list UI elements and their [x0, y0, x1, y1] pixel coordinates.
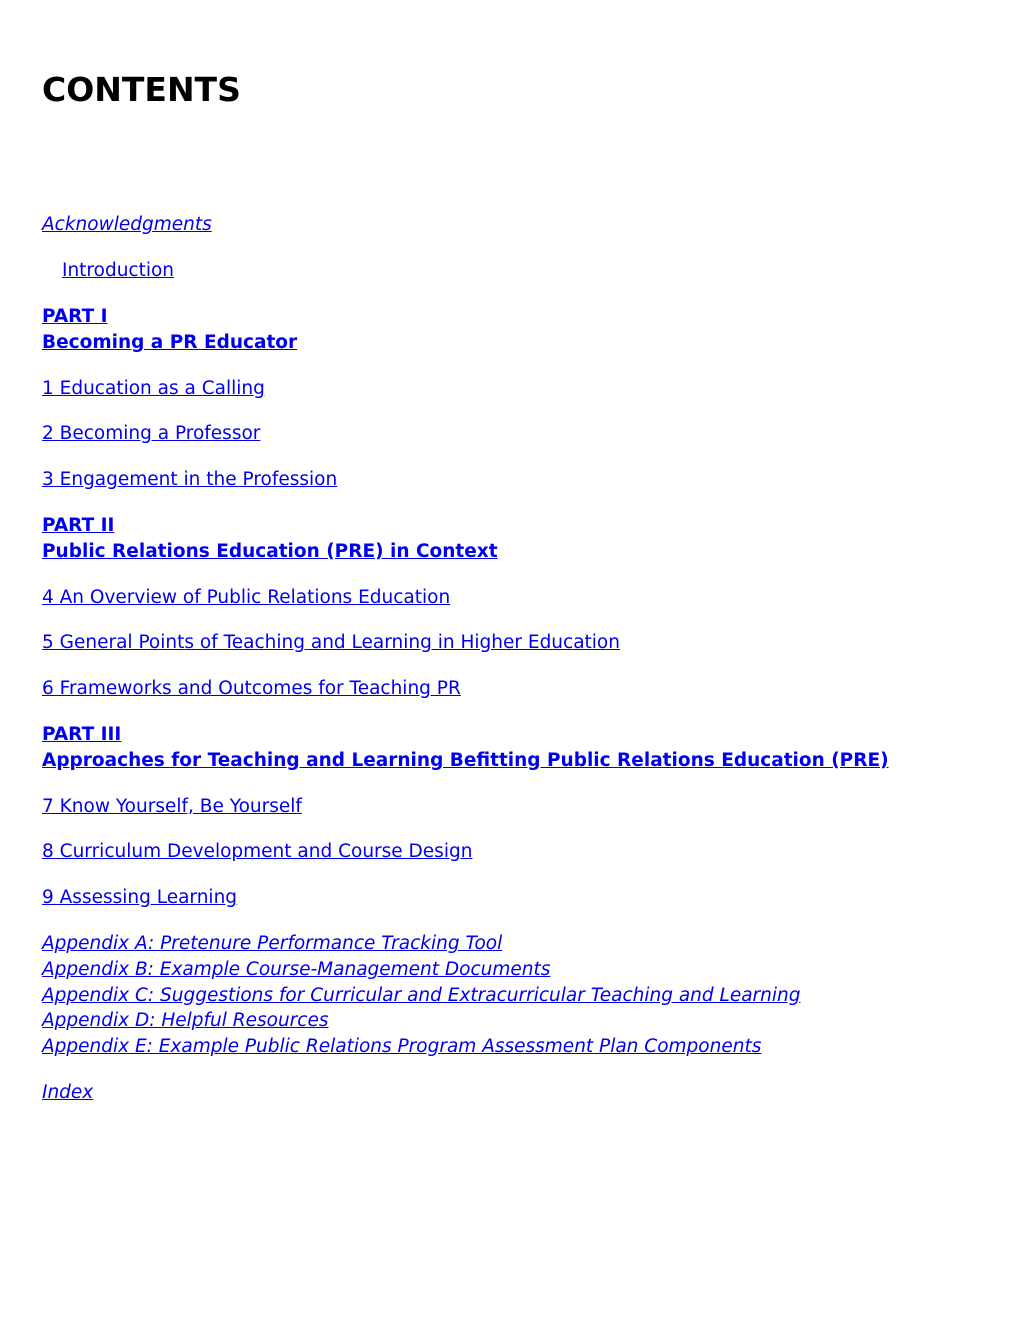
- table-of-contents: [42, 212, 1002, 1105]
- toc-link-chapter-4[interactable]: 4 An Overview of Public Relations Education: [42, 587, 451, 608]
- page-title: CONTENTS: [42, 70, 241, 109]
- toc-link-chapter-8[interactable]: 8 Curriculum Development and Course Design: [42, 841, 473, 862]
- toc-link-chapter-9[interactable]: 9 Assessing Learning: [42, 887, 238, 908]
- toc-link-part-3-label[interactable]: PART III: [42, 724, 122, 745]
- toc-link-part-1-label[interactable]: PART I: [42, 306, 108, 327]
- part-3-heading: [42, 722, 1002, 773]
- toc-link-part-2-label[interactable]: PART II: [42, 515, 115, 536]
- toc-link-index[interactable]: Index: [42, 1082, 94, 1103]
- toc-link-chapter-3[interactable]: 3 Engagement in the Profession: [42, 469, 338, 490]
- toc-link-introduction[interactable]: Introduction: [62, 260, 175, 281]
- toc-link-part-3-title[interactable]: Approaches for Teaching and Learning Befitting Public Relations Education (PRE): [42, 750, 889, 771]
- toc-link-chapter-1[interactable]: 1 Education as a Calling: [42, 378, 265, 399]
- toc-link-appendix-d[interactable]: Appendix D: Helpful Resources: [42, 1010, 329, 1031]
- part-2-heading: [42, 513, 1002, 564]
- toc-link-chapter-2[interactable]: 2 Becoming a Professor: [42, 423, 261, 444]
- toc-link-appendix-a[interactable]: Appendix A: Pretenure Performance Tracking Tool: [42, 933, 503, 954]
- toc-link-chapter-5[interactable]: 5 General Points of Teaching and Learning in Higher Education: [42, 632, 620, 653]
- appendix-list: [42, 931, 1002, 1059]
- toc-link-part-1-title[interactable]: Becoming a PR Educator: [42, 332, 298, 353]
- toc-link-appendix-c[interactable]: Appendix C: Suggestions for Curricular and Extracurricular Teaching and Learning: [42, 985, 801, 1006]
- toc-link-acknowledgments[interactable]: Acknowledgments: [42, 214, 212, 235]
- toc-link-chapter-7[interactable]: 7 Know Yourself, Be Yourself: [42, 796, 302, 817]
- toc-link-appendix-b[interactable]: Appendix B: Example Course-Management Documents: [42, 959, 551, 980]
- toc-link-chapter-6[interactable]: 6 Frameworks and Outcomes for Teaching PR: [42, 678, 461, 699]
- part-1-heading: [42, 304, 1002, 355]
- toc-link-appendix-e[interactable]: Appendix E: Example Public Relations Program Assessment Plan Components: [42, 1036, 762, 1057]
- toc-link-part-2-title[interactable]: Public Relations Education (PRE) in Context: [42, 541, 498, 562]
